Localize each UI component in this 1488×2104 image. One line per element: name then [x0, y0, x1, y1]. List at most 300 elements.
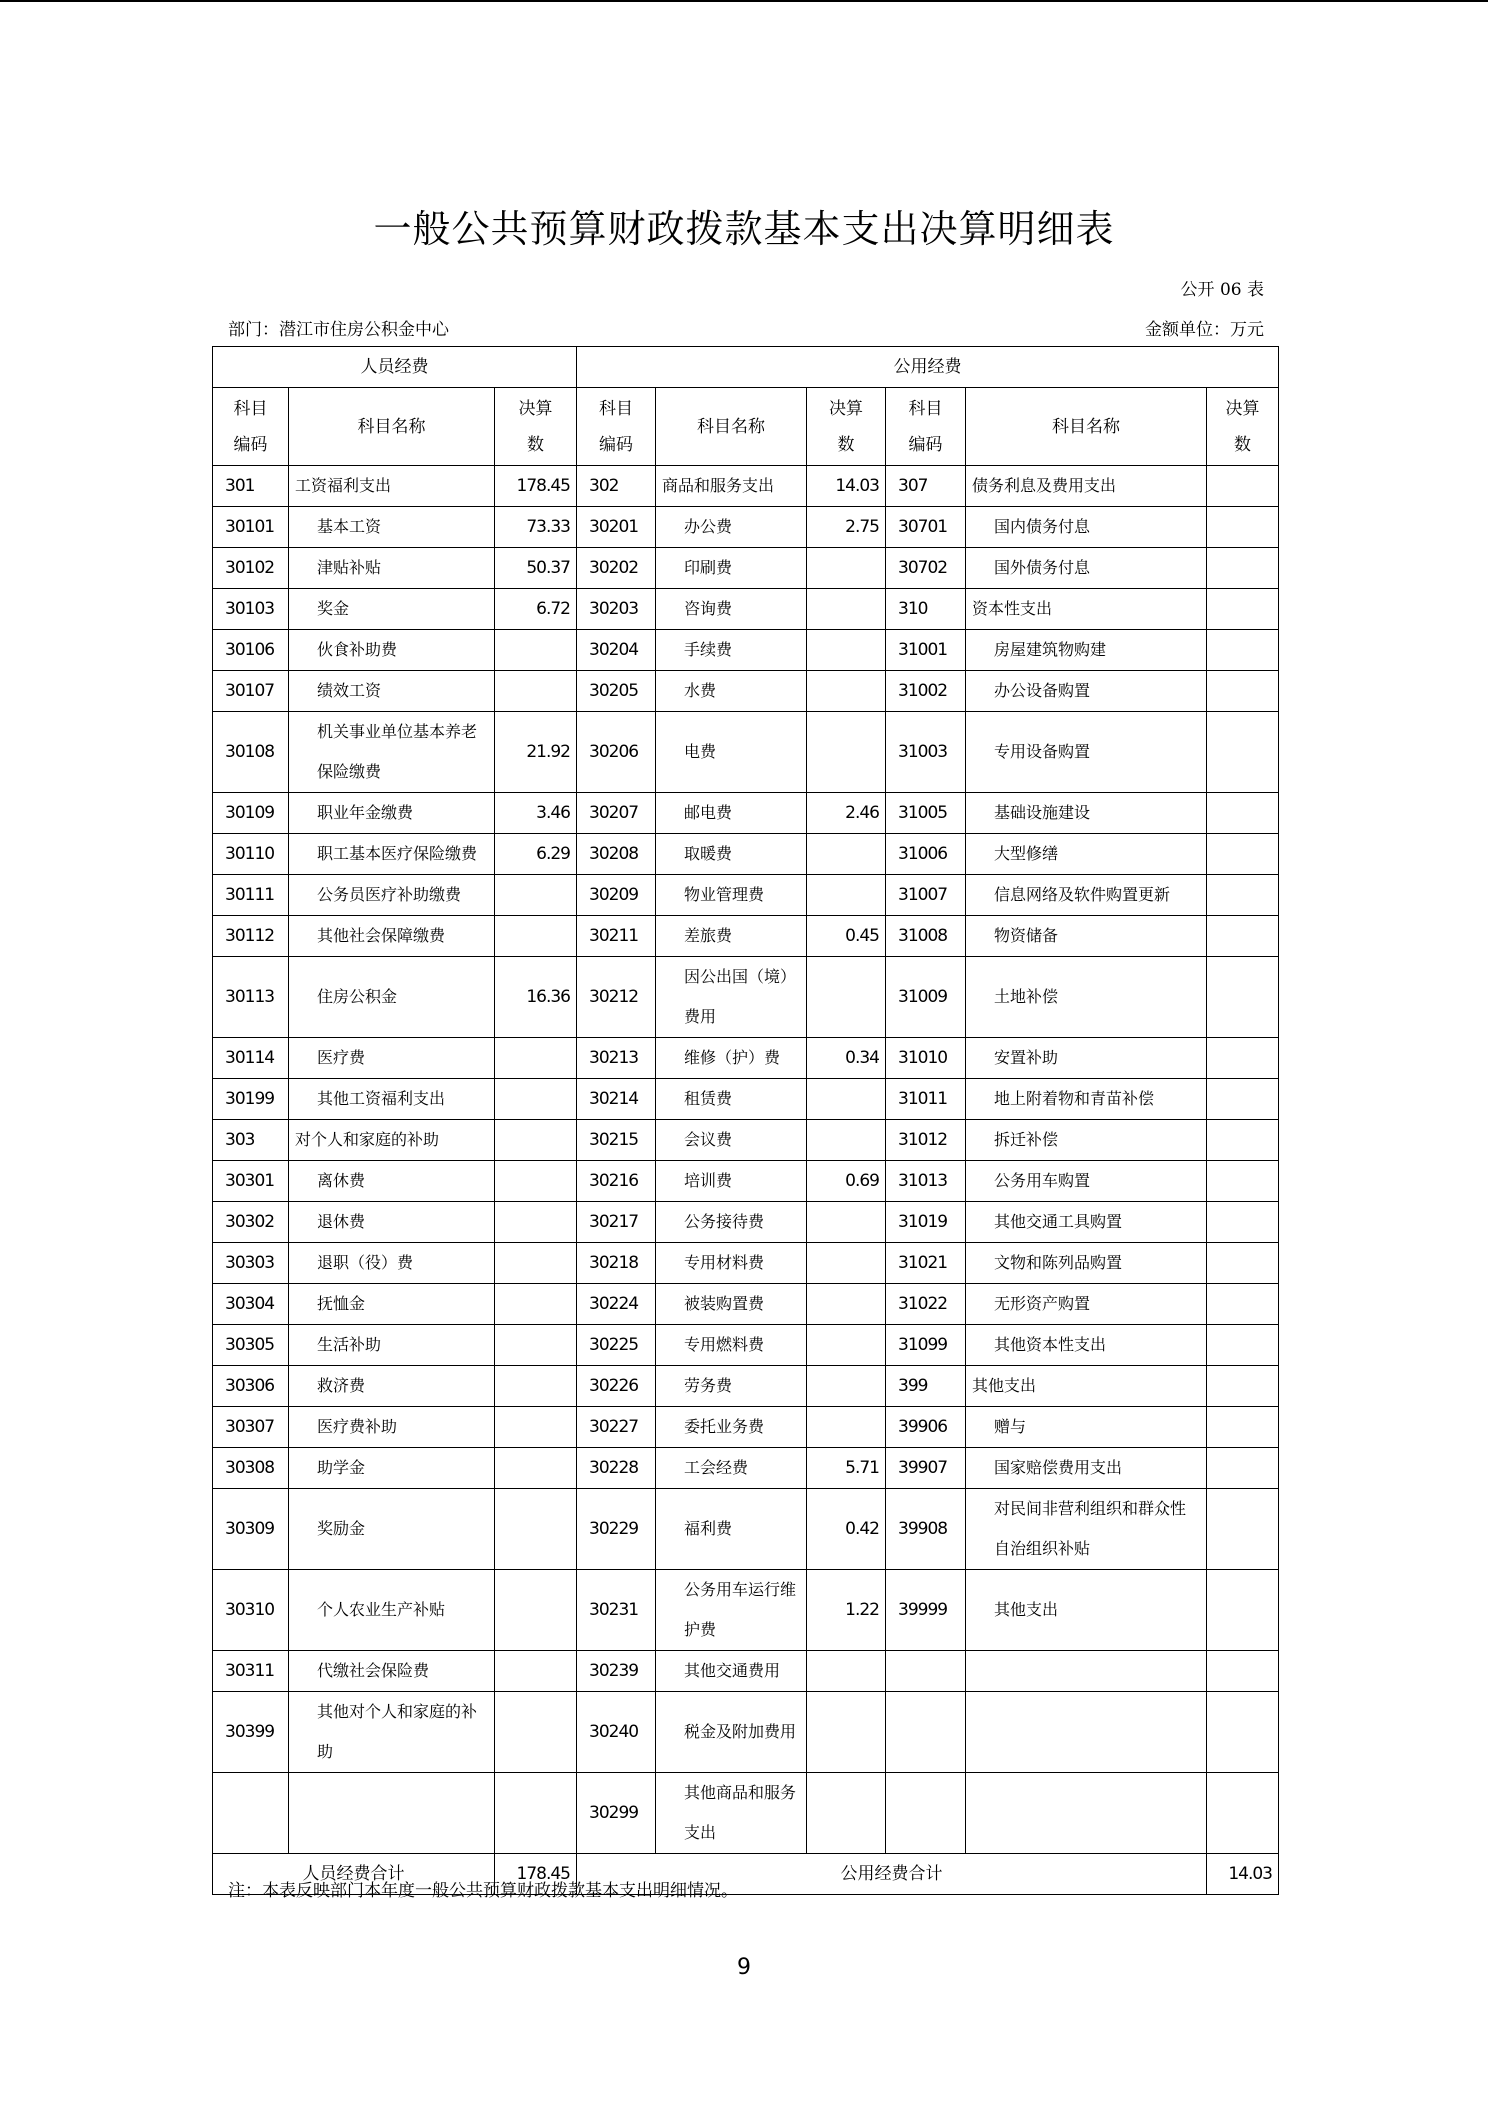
cell-code: 30308 — [213, 1448, 289, 1489]
cell-amount — [807, 1120, 886, 1161]
cell-name — [966, 1651, 1207, 1692]
cell-name: 文物和陈列品购置 — [966, 1243, 1207, 1284]
cell-code: 30309 — [213, 1489, 289, 1570]
cell-code: 30307 — [213, 1407, 289, 1448]
cell-amount — [495, 671, 577, 712]
cell-code: 301 — [213, 466, 289, 507]
cell-amount — [807, 1202, 886, 1243]
cell-code: 30201 — [577, 507, 656, 548]
cell-name: 其他交通工具购置 — [966, 1202, 1207, 1243]
cell-amount — [495, 1692, 577, 1773]
cell-code: 30303 — [213, 1243, 289, 1284]
cell-name: 专用材料费 — [656, 1243, 807, 1284]
cell-name: 公务接待费 — [656, 1202, 807, 1243]
table-row — [213, 671, 1279, 712]
cell-name: 印刷费 — [656, 548, 807, 589]
table-row — [213, 548, 1279, 589]
cell-name: 拆迁补偿 — [966, 1120, 1207, 1161]
cell-name: 退职（役）费 — [289, 1243, 495, 1284]
cell-code: 30209 — [577, 875, 656, 916]
cell-code: 31002 — [886, 671, 966, 712]
cell-code: 30229 — [577, 1489, 656, 1570]
table-row — [213, 1489, 1279, 1570]
cell-code: 30225 — [577, 1325, 656, 1366]
cell-name: 对个人和家庭的补助 — [289, 1120, 495, 1161]
cell-code: 39999 — [886, 1570, 966, 1651]
cell-amount — [1207, 793, 1279, 834]
cell-name — [966, 1773, 1207, 1854]
cell-code — [886, 1651, 966, 1692]
cell-name: 国内债务付息 — [966, 507, 1207, 548]
cell-code: 30224 — [577, 1284, 656, 1325]
cell-name: 对民间非营利组织和群众性自治组织补贴 — [966, 1489, 1207, 1570]
cell-code: 30240 — [577, 1692, 656, 1773]
column-header-name: 科目名称 — [966, 388, 1207, 466]
cell-amount — [807, 1651, 886, 1692]
cell-name: 代缴社会保险费 — [289, 1651, 495, 1692]
cell-amount — [1207, 1651, 1279, 1692]
table-row — [213, 1366, 1279, 1407]
cell-code: 31010 — [886, 1038, 966, 1079]
cell-code: 30306 — [213, 1366, 289, 1407]
table-row — [213, 916, 1279, 957]
cell-name: 其他工资福利支出 — [289, 1079, 495, 1120]
cell-code: 30226 — [577, 1366, 656, 1407]
cell-code: 399 — [886, 1366, 966, 1407]
table-row — [213, 630, 1279, 671]
cell-name: 其他商品和服务支出 — [656, 1773, 807, 1854]
cell-name: 伙食补助费 — [289, 630, 495, 671]
cell-name: 维修（护）费 — [656, 1038, 807, 1079]
public-total-label: 公用经费合计 — [577, 1854, 1207, 1895]
cell-code: 30239 — [577, 1651, 656, 1692]
cell-name: 资本性支出 — [966, 589, 1207, 630]
cell-amount: 5.71 — [807, 1448, 886, 1489]
cell-code: 31011 — [886, 1079, 966, 1120]
cell-amount — [1207, 916, 1279, 957]
cell-amount — [495, 1079, 577, 1120]
cell-name: 医疗费 — [289, 1038, 495, 1079]
cell-code: 31005 — [886, 793, 966, 834]
cell-amount — [1207, 1407, 1279, 1448]
cell-amount — [807, 1284, 886, 1325]
cell-name — [289, 1773, 495, 1854]
cell-amount: 73.33 — [495, 507, 577, 548]
table-row — [213, 1120, 1279, 1161]
cell-amount: 16.36 — [495, 957, 577, 1038]
table-note: 注：本表反映部门本年度一般公共预算财政拨款基本支出明细情况。 — [228, 1881, 738, 1901]
table-row — [213, 589, 1279, 630]
cell-code — [886, 1773, 966, 1854]
cell-amount — [807, 957, 886, 1038]
expenditure-table — [212, 346, 1279, 1895]
cell-name: 福利费 — [656, 1489, 807, 1570]
column-header-amount: 决算 数 — [495, 388, 577, 466]
cell-name: 培训费 — [656, 1161, 807, 1202]
cell-name: 救济费 — [289, 1366, 495, 1407]
cell-name: 离休费 — [289, 1161, 495, 1202]
personnel-total-value: 178.45 — [495, 1854, 577, 1895]
cell-name: 物业管理费 — [656, 875, 807, 916]
column-header-amount: 决算 数 — [1207, 388, 1279, 466]
cell-amount — [495, 1448, 577, 1489]
cell-amount — [1207, 1366, 1279, 1407]
column-header-name: 科目名称 — [656, 388, 807, 466]
table-row — [213, 1773, 1279, 1854]
cell-code: 307 — [886, 466, 966, 507]
cell-name: 其他支出 — [966, 1366, 1207, 1407]
cell-name: 会议费 — [656, 1120, 807, 1161]
cell-code: 30101 — [213, 507, 289, 548]
cell-amount — [495, 916, 577, 957]
cell-code: 303 — [213, 1120, 289, 1161]
column-header-amount: 决算 数 — [807, 388, 886, 466]
cell-name: 被装购置费 — [656, 1284, 807, 1325]
cell-amount — [807, 712, 886, 793]
cell-amount — [1207, 1284, 1279, 1325]
cell-name: 其他交通费用 — [656, 1651, 807, 1692]
cell-name: 公务用车运行维护费 — [656, 1570, 807, 1651]
cell-name: 专用燃料费 — [656, 1325, 807, 1366]
cell-code: 30111 — [213, 875, 289, 916]
cell-name: 基本工资 — [289, 507, 495, 548]
cell-code: 30301 — [213, 1161, 289, 1202]
cell-code: 30202 — [577, 548, 656, 589]
table-row — [213, 1202, 1279, 1243]
cell-name: 信息网络及软件购置更新 — [966, 875, 1207, 916]
cell-name — [966, 1692, 1207, 1773]
cell-name: 公务员医疗补助缴费 — [289, 875, 495, 916]
cell-amount: 1.22 — [807, 1570, 886, 1651]
cell-amount — [1207, 548, 1279, 589]
cell-name: 物资储备 — [966, 916, 1207, 957]
cell-code: 30109 — [213, 793, 289, 834]
table-row — [213, 875, 1279, 916]
cell-name: 国外债务付息 — [966, 548, 1207, 589]
cell-amount — [1207, 1489, 1279, 1570]
cell-amount — [1207, 875, 1279, 916]
cell-name: 委托业务费 — [656, 1407, 807, 1448]
cell-name: 租赁费 — [656, 1079, 807, 1120]
cell-name: 基础设施建设 — [966, 793, 1207, 834]
cell-code: 39906 — [886, 1407, 966, 1448]
table-row — [213, 1284, 1279, 1325]
cell-code: 30199 — [213, 1079, 289, 1120]
cell-amount: 178.45 — [495, 466, 577, 507]
cell-name: 办公设备购置 — [966, 671, 1207, 712]
cell-amount: 3.46 — [495, 793, 577, 834]
cell-name: 因公出国（境）费用 — [656, 957, 807, 1038]
cell-amount — [1207, 1325, 1279, 1366]
cell-amount — [807, 834, 886, 875]
cell-code: 31009 — [886, 957, 966, 1038]
cell-amount — [1207, 1243, 1279, 1284]
cell-name: 劳务费 — [656, 1366, 807, 1407]
cell-amount: 2.75 — [807, 507, 886, 548]
cell-amount — [1207, 957, 1279, 1038]
cell-name: 差旅费 — [656, 916, 807, 957]
cell-name: 职业年金缴费 — [289, 793, 495, 834]
cell-code: 30108 — [213, 712, 289, 793]
column-header-code: 科目 编码 — [886, 388, 966, 466]
cell-code: 30231 — [577, 1570, 656, 1651]
cell-code: 30305 — [213, 1325, 289, 1366]
cell-amount — [807, 630, 886, 671]
cell-code: 30310 — [213, 1570, 289, 1651]
table-row — [213, 1161, 1279, 1202]
cell-amount — [1207, 1570, 1279, 1651]
cell-name: 生活补助 — [289, 1325, 495, 1366]
public-total-value: 14.03 — [1207, 1854, 1279, 1895]
cell-name: 个人农业生产补贴 — [289, 1570, 495, 1651]
cell-code: 30208 — [577, 834, 656, 875]
form-number: 公开 06 表 — [1180, 280, 1264, 300]
public-section-header: 公用经费 — [577, 347, 1279, 388]
cell-name: 其他对个人和家庭的补助 — [289, 1692, 495, 1773]
cell-amount — [807, 548, 886, 589]
cell-code: 30702 — [886, 548, 966, 589]
cell-code: 30228 — [577, 1448, 656, 1489]
cell-code: 30214 — [577, 1079, 656, 1120]
cell-amount — [1207, 1079, 1279, 1120]
cell-code: 30112 — [213, 916, 289, 957]
cell-amount — [1207, 589, 1279, 630]
cell-amount: 21.92 — [495, 712, 577, 793]
cell-code — [213, 1773, 289, 1854]
cell-amount — [495, 1651, 577, 1692]
cell-code: 302 — [577, 466, 656, 507]
table-row — [213, 507, 1279, 548]
cell-name: 机关事业单位基本养老保险缴费 — [289, 712, 495, 793]
cell-amount — [807, 1243, 886, 1284]
cell-name: 房屋建筑物购建 — [966, 630, 1207, 671]
cell-name: 其他支出 — [966, 1570, 1207, 1651]
cell-amount — [495, 1489, 577, 1570]
cell-code: 30217 — [577, 1202, 656, 1243]
cell-amount: 0.34 — [807, 1038, 886, 1079]
cell-name: 手续费 — [656, 630, 807, 671]
cell-name: 无形资产购置 — [966, 1284, 1207, 1325]
cell-code: 31003 — [886, 712, 966, 793]
cell-code: 30299 — [577, 1773, 656, 1854]
cell-name: 其他资本性支出 — [966, 1325, 1207, 1366]
cell-name: 地上附着物和青苗补偿 — [966, 1079, 1207, 1120]
cell-amount — [1207, 1120, 1279, 1161]
cell-name: 专用设备购置 — [966, 712, 1207, 793]
cell-name: 邮电费 — [656, 793, 807, 834]
cell-amount — [1207, 1161, 1279, 1202]
cell-amount — [807, 1079, 886, 1120]
cell-code: 30311 — [213, 1651, 289, 1692]
cell-name: 土地补偿 — [966, 957, 1207, 1038]
cell-code: 310 — [886, 589, 966, 630]
table-row — [213, 1243, 1279, 1284]
cell-amount — [1207, 1202, 1279, 1243]
cell-amount — [495, 1243, 577, 1284]
cell-code: 30215 — [577, 1120, 656, 1161]
cell-code: 30204 — [577, 630, 656, 671]
cell-amount — [495, 1570, 577, 1651]
cell-code: 30212 — [577, 957, 656, 1038]
table-row — [213, 1079, 1279, 1120]
cell-amount: 0.45 — [807, 916, 886, 957]
cell-name: 医疗费补助 — [289, 1407, 495, 1448]
column-header-code: 科目 编码 — [577, 388, 656, 466]
column-header-code: 科目 编码 — [213, 388, 289, 466]
cell-amount: 0.42 — [807, 1489, 886, 1570]
cell-code: 31022 — [886, 1284, 966, 1325]
cell-name: 退休费 — [289, 1202, 495, 1243]
department-label: 部门：潜江市住房公积金中心 — [228, 320, 449, 340]
cell-name: 绩效工资 — [289, 671, 495, 712]
cell-name: 津贴补贴 — [289, 548, 495, 589]
cell-name: 商品和服务支出 — [656, 466, 807, 507]
cell-amount: 14.03 — [807, 466, 886, 507]
cell-amount — [1207, 507, 1279, 548]
cell-name: 住房公积金 — [289, 957, 495, 1038]
cell-name: 抚恤金 — [289, 1284, 495, 1325]
cell-amount — [807, 875, 886, 916]
cell-code: 30102 — [213, 548, 289, 589]
cell-amount — [495, 1773, 577, 1854]
cell-code: 30205 — [577, 671, 656, 712]
page-number: 9 — [737, 1955, 751, 1980]
table-row — [213, 1448, 1279, 1489]
cell-name: 工资福利支出 — [289, 466, 495, 507]
cell-code: 30107 — [213, 671, 289, 712]
cell-code: 30216 — [577, 1161, 656, 1202]
cell-code: 30106 — [213, 630, 289, 671]
cell-amount — [1207, 1448, 1279, 1489]
cell-code: 30206 — [577, 712, 656, 793]
cell-name: 奖金 — [289, 589, 495, 630]
table-row — [213, 1651, 1279, 1692]
table-row — [213, 1570, 1279, 1651]
cell-code: 30701 — [886, 507, 966, 548]
cell-amount — [807, 589, 886, 630]
cell-name: 奖励金 — [289, 1489, 495, 1570]
table-row — [213, 1038, 1279, 1079]
personnel-total-label: 人员经费合计 — [213, 1854, 495, 1895]
cell-name: 税金及附加费用 — [656, 1692, 807, 1773]
cell-name: 其他社会保障缴费 — [289, 916, 495, 957]
cell-code: 30399 — [213, 1692, 289, 1773]
cell-amount — [495, 1366, 577, 1407]
table-row — [213, 1407, 1279, 1448]
cell-code: 31008 — [886, 916, 966, 957]
cell-amount — [495, 1284, 577, 1325]
cell-code: 30218 — [577, 1243, 656, 1284]
cell-amount — [807, 1407, 886, 1448]
cell-name: 债务利息及费用支出 — [966, 466, 1207, 507]
cell-code: 30110 — [213, 834, 289, 875]
cell-amount: 6.72 — [495, 589, 577, 630]
cell-name: 助学金 — [289, 1448, 495, 1489]
cell-amount — [1207, 671, 1279, 712]
cell-code: 39908 — [886, 1489, 966, 1570]
cell-name: 大型修缮 — [966, 834, 1207, 875]
cell-code: 31006 — [886, 834, 966, 875]
table-row — [213, 793, 1279, 834]
table-row — [213, 1692, 1279, 1773]
cell-code: 30304 — [213, 1284, 289, 1325]
cell-name: 办公费 — [656, 507, 807, 548]
cell-code: 31021 — [886, 1243, 966, 1284]
cell-code: 31007 — [886, 875, 966, 916]
cell-amount — [1207, 712, 1279, 793]
cell-name: 安置补助 — [966, 1038, 1207, 1079]
cell-code: 31019 — [886, 1202, 966, 1243]
cell-amount — [807, 671, 886, 712]
cell-code: 30113 — [213, 957, 289, 1038]
cell-code: 31099 — [886, 1325, 966, 1366]
personnel-section-header: 人员经费 — [213, 347, 577, 388]
cell-amount — [495, 875, 577, 916]
column-header-name: 科目名称 — [289, 388, 495, 466]
cell-name: 赠与 — [966, 1407, 1207, 1448]
cell-code: 39907 — [886, 1448, 966, 1489]
cell-code: 31012 — [886, 1120, 966, 1161]
cell-name: 咨询费 — [656, 589, 807, 630]
cell-amount: 2.46 — [807, 793, 886, 834]
cell-amount — [1207, 1692, 1279, 1773]
cell-amount — [807, 1692, 886, 1773]
cell-amount: 0.69 — [807, 1161, 886, 1202]
cell-amount — [1207, 834, 1279, 875]
cell-amount — [1207, 1038, 1279, 1079]
cell-amount — [807, 1366, 886, 1407]
table-row — [213, 957, 1279, 1038]
cell-code: 30213 — [577, 1038, 656, 1079]
cell-name: 取暖费 — [656, 834, 807, 875]
cell-code — [886, 1692, 966, 1773]
table-row — [213, 834, 1279, 875]
cell-code: 30114 — [213, 1038, 289, 1079]
table-row — [213, 712, 1279, 793]
cell-name: 水费 — [656, 671, 807, 712]
cell-name: 职工基本医疗保险缴费 — [289, 834, 495, 875]
cell-code: 31013 — [886, 1161, 966, 1202]
cell-amount — [1207, 630, 1279, 671]
cell-amount — [1207, 466, 1279, 507]
cell-amount — [495, 1325, 577, 1366]
cell-amount — [495, 630, 577, 671]
page-title: 一般公共预算财政拨款基本支出决算明细表 — [373, 207, 1115, 251]
cell-name: 国家赔偿费用支出 — [966, 1448, 1207, 1489]
cell-code: 30211 — [577, 916, 656, 957]
table-row — [213, 466, 1279, 507]
cell-amount — [495, 1161, 577, 1202]
cell-amount — [495, 1407, 577, 1448]
cell-code: 30103 — [213, 589, 289, 630]
cell-code: 30302 — [213, 1202, 289, 1243]
unit-label: 金额单位：万元 — [1145, 320, 1264, 340]
cell-code: 30227 — [577, 1407, 656, 1448]
cell-amount — [495, 1038, 577, 1079]
top-border-line — [0, 0, 1488, 2]
cell-amount — [1207, 1773, 1279, 1854]
cell-code: 30203 — [577, 589, 656, 630]
cell-amount: 50.37 — [495, 548, 577, 589]
cell-name: 工会经费 — [656, 1448, 807, 1489]
cell-name: 电费 — [656, 712, 807, 793]
cell-amount: 6.29 — [495, 834, 577, 875]
cell-amount — [495, 1120, 577, 1161]
cell-name: 公务用车购置 — [966, 1161, 1207, 1202]
cell-amount — [495, 1202, 577, 1243]
cell-code: 31001 — [886, 630, 966, 671]
cell-amount — [807, 1773, 886, 1854]
